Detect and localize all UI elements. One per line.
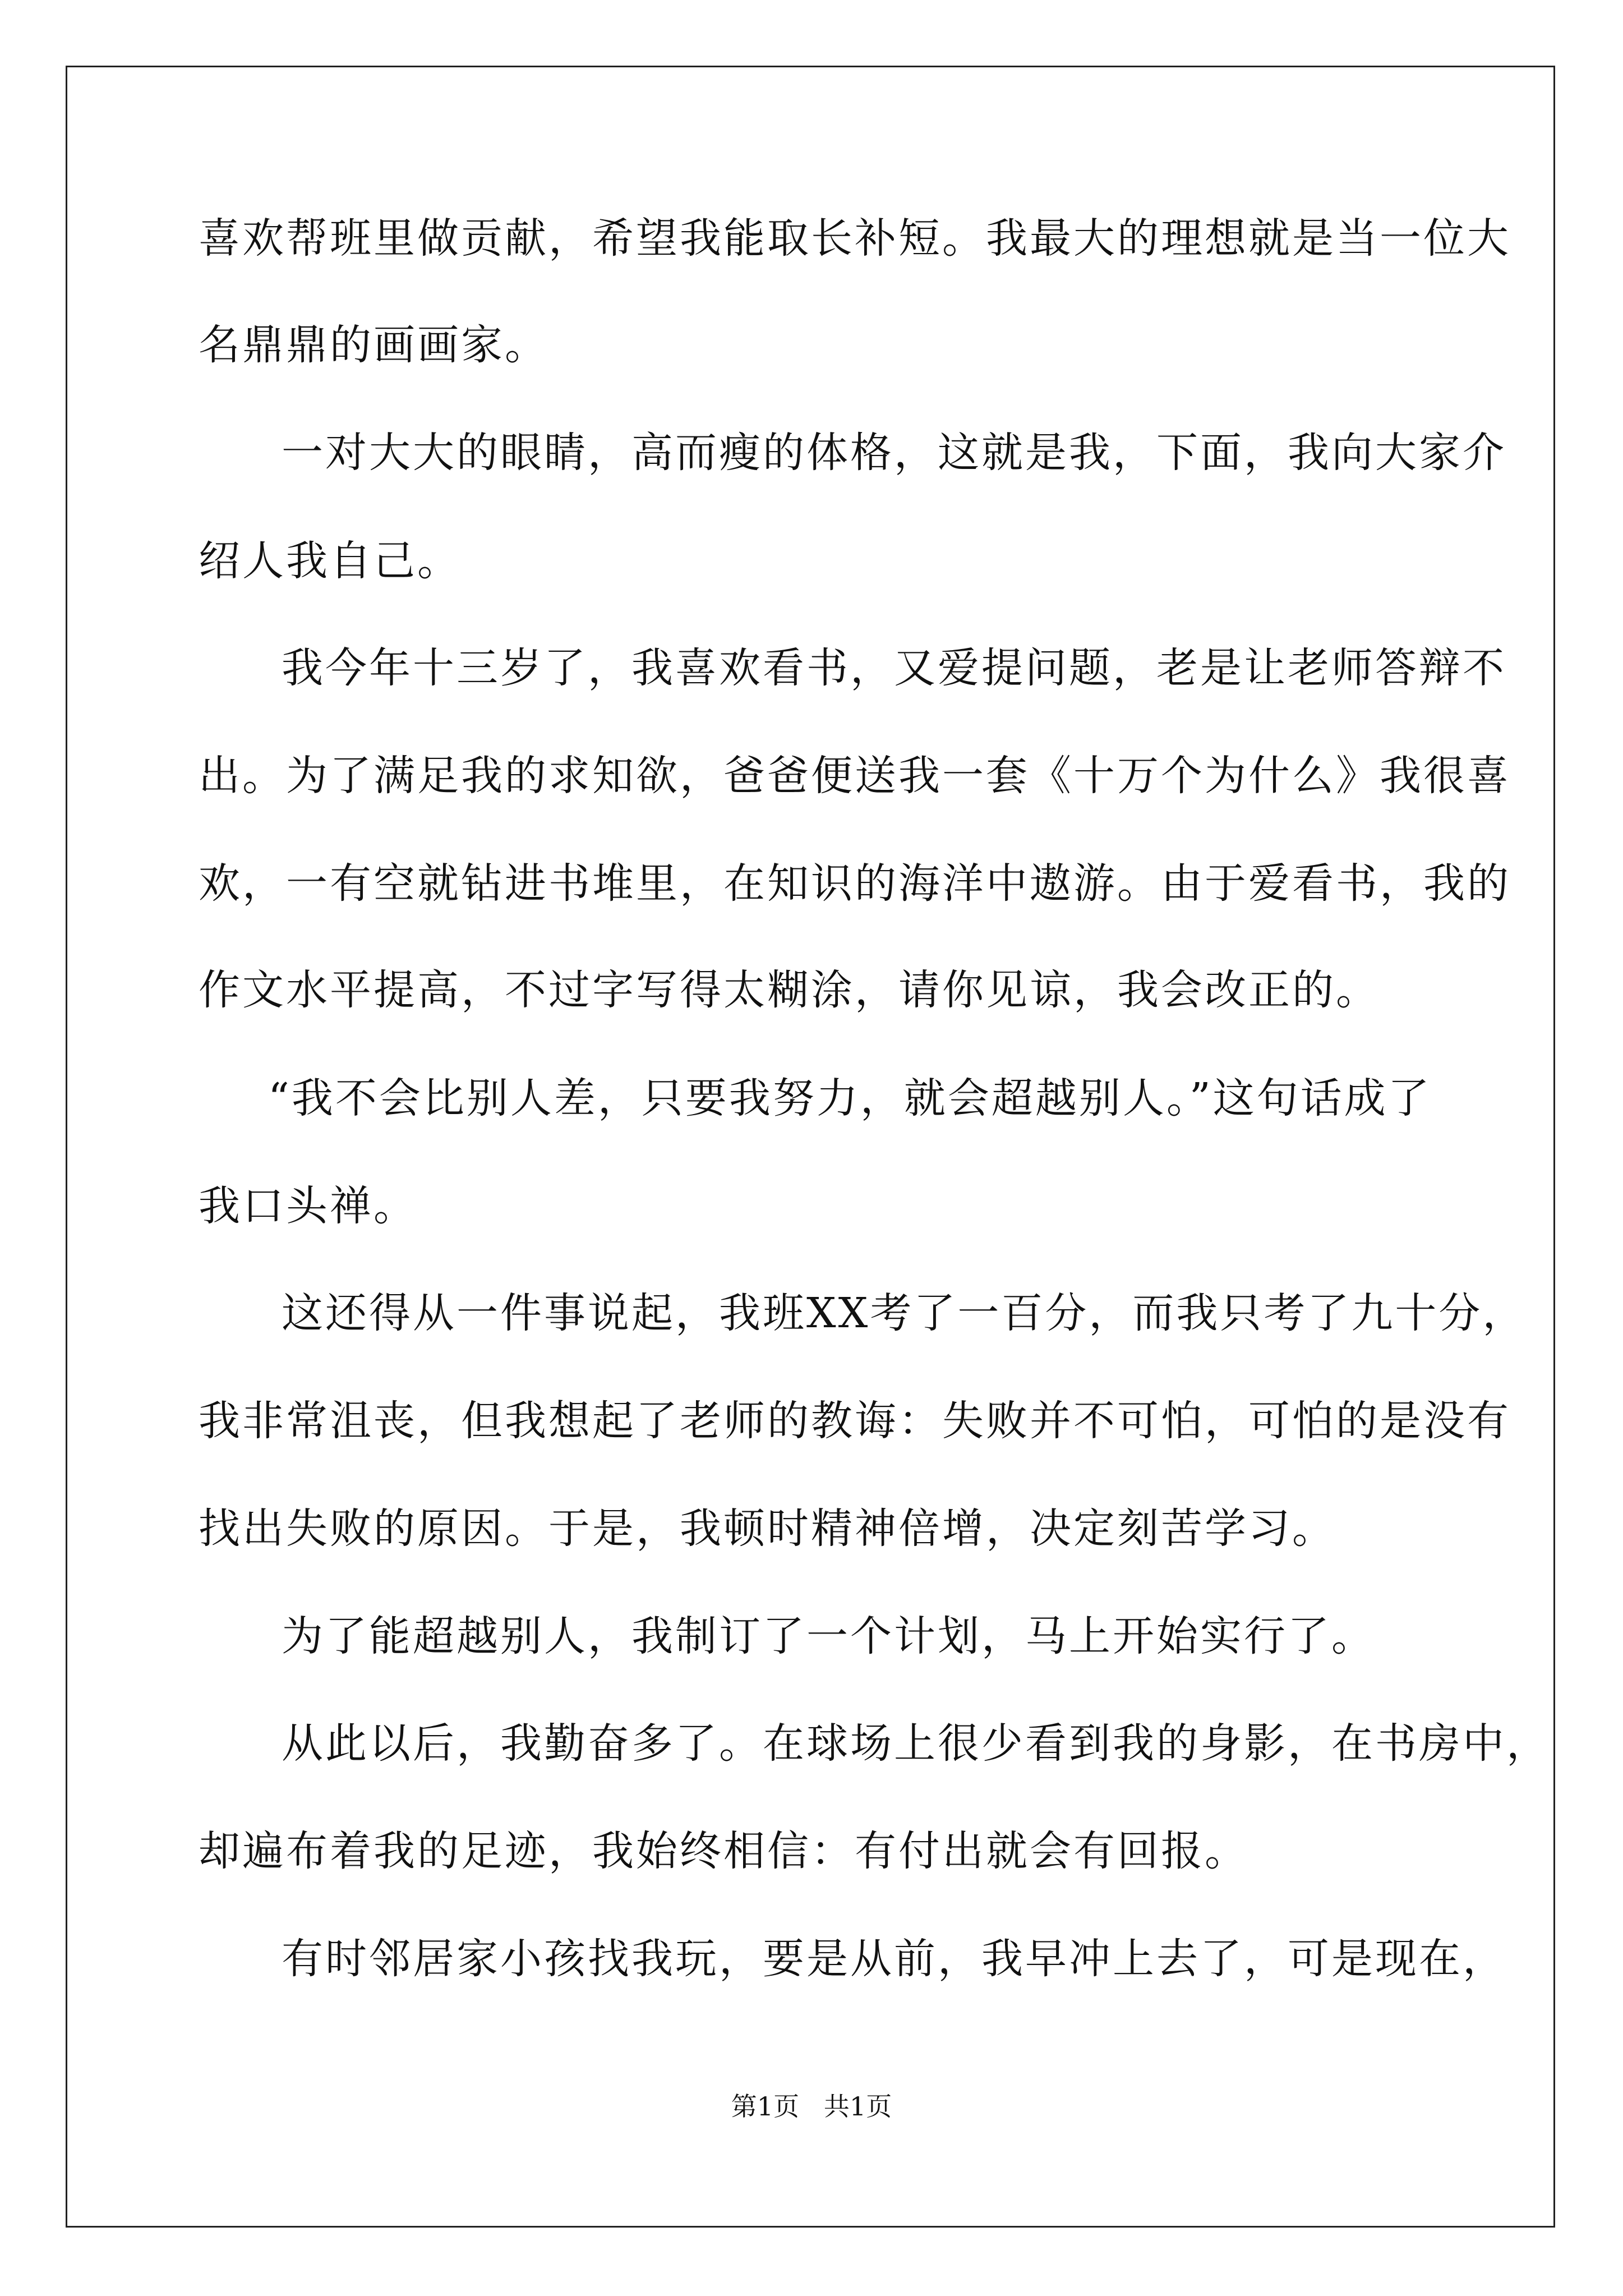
text-line: 一对大大的眼睛，高而瘦的体格，这就是我，下面，我向大家介 — [282, 429, 1506, 477]
text-line: 我非常沮丧，但我想起了老师的教诲：失败并不可怕，可怕的是没有 — [199, 1397, 1511, 1445]
text-line: 找出失败的原因。于是，我顿时精神倍增，决定刻苦学习。 — [199, 1504, 1336, 1553]
page-footer: 第1页 共1页 — [731, 2091, 892, 2122]
text-line: 这还得从一件事说起，我班XX考了一百分，而我只考了九十分， — [282, 1289, 1527, 1337]
text-line: 我口头禅。 — [199, 1182, 417, 1230]
text-line: 喜欢帮班里做贡献，希望我能取长补短。我最大的理想就是当一位大 — [199, 214, 1511, 263]
text-line: 出。为了满足我的求知欲，爸爸便送我一套《十万个为什么》我很喜 — [199, 752, 1511, 800]
text-line: 我今年十三岁了，我喜欢看书，又爱提问题，老是让老师答辩不 — [282, 644, 1506, 692]
text-line: 从此以后，我勤奋多了。在球场上很少看到我的身影，在书房中， — [282, 1719, 1550, 1768]
text-line: 绍人我自己。 — [199, 537, 461, 585]
text-line: 为了能超越别人，我制订了一个计划，马上开始实行了。 — [282, 1612, 1375, 1660]
text-line: 作文水平提高，不过字写得太糊涂，请你见谅，我会改正的。 — [199, 966, 1380, 1014]
text-line: 名鼎鼎的画画家。 — [199, 321, 548, 369]
text-line: 却遍布着我的足迹，我始终相信：有付出就会有回报。 — [199, 1827, 1248, 1875]
text-line: 欢，一有空就钻进书堆里，在知识的海洋中遨游。由于爱看书，我的 — [199, 859, 1511, 908]
page-border — [66, 66, 1555, 2228]
text-line: “我不会比别人差，只要我努力，就会超越别人。”这句话成了 — [268, 1074, 1432, 1122]
text-line: 有时邻居家小孩找我玩，要是从前，我早冲上去了，可是现在， — [282, 1935, 1506, 1983]
